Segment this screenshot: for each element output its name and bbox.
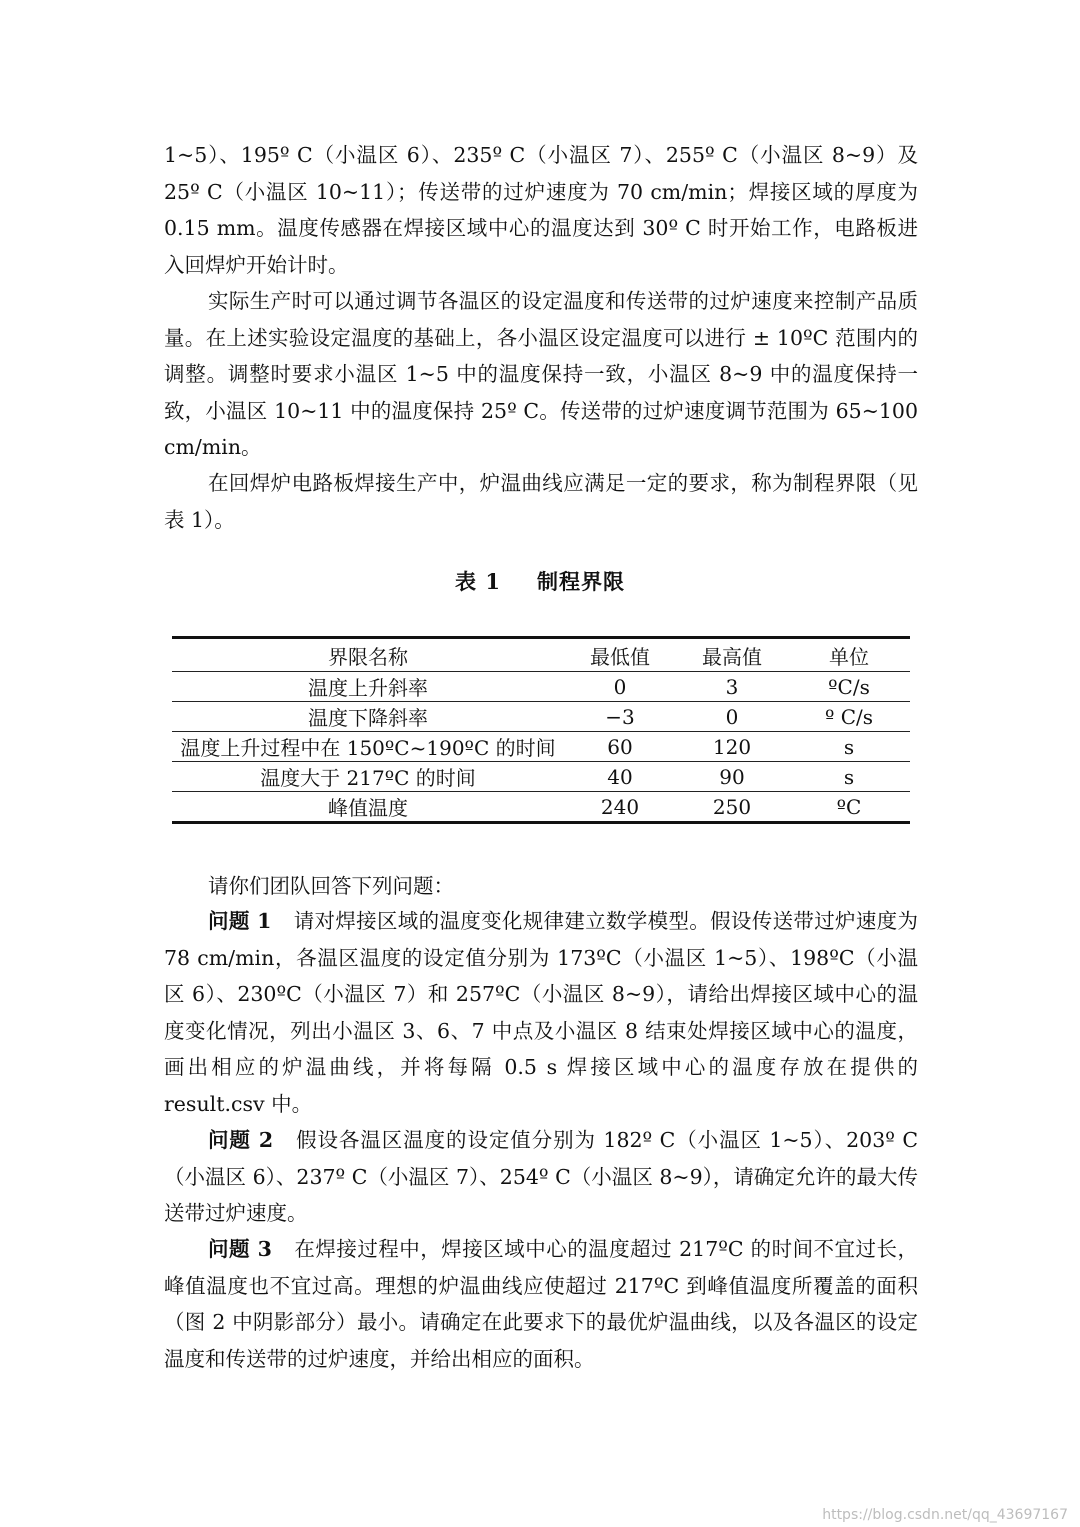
- table-cell: 120: [676, 732, 788, 762]
- table-cell: ºC: [788, 792, 910, 823]
- question-2-text: 假设各温区温度的设定值分别为 182º C（小温区 1~5）、203º C（小温区 6）、237º C（小温区 7）、254º C（小温区 8~9），请确定允许的最大传送带过炉速度。: [164, 1128, 919, 1225]
- table-row: [172, 672, 910, 702]
- table-cell: 温度上升斜率: [172, 672, 564, 702]
- table-cell: 温度大于 217ºC 的时间: [172, 762, 564, 792]
- table-caption-label: 表 1: [455, 569, 501, 594]
- table-cell: 0: [676, 702, 788, 732]
- table-cell: 3: [676, 672, 788, 702]
- paragraph-adjustment: 实际生产时可以通过调节各温区的设定温度和传送带的过炉速度来控制产品质量。在上述实验设定温度的基础上，各小温区设定温度可以进行 ± 10ºC 范围内的调整。调整时要求小温区 1~5 中的温度保持一致，小温区 8~9 中的温度保持一致，小温区 10~11 中的温度保持 25º C。传送带的过炉速度调节范围为 65~100 cm/min。: [164, 289, 918, 459]
- table-cell: ºC/s: [788, 672, 910, 702]
- question-2-label: 问题 2: [208, 1128, 274, 1152]
- watermark: https://blog.csdn.net/qq_43697167: [822, 1507, 1068, 1523]
- table-cell: s: [788, 732, 910, 762]
- table-row: [172, 702, 910, 732]
- table-cell: 温度上升过程中在 150ºC~190ºC 的时间: [172, 732, 564, 762]
- question-2: [164, 1122, 918, 1232]
- table-row: [172, 732, 910, 762]
- paragraph-process-limits: 在回焊炉电路板焊接生产中，炉温曲线应满足一定的要求，称为制程界限（见表 1）。: [164, 471, 918, 532]
- table-cell: 0: [564, 672, 676, 702]
- header-limit-name: 界限名称: [172, 638, 564, 672]
- header-min-value: 最低值: [564, 638, 676, 672]
- question-3: [164, 1231, 918, 1377]
- table-caption: [0, 566, 1080, 596]
- header-unit: 单位: [788, 638, 910, 672]
- question-1-label: 问题 1: [208, 909, 272, 933]
- table-cell: 240: [564, 792, 676, 823]
- table-cell: 250: [676, 792, 788, 823]
- table-header-row: [172, 638, 910, 672]
- table-row: [172, 762, 910, 792]
- paragraph-setpoints: 1~5）、195º C（小温区 6）、235º C（小温区 7）、255º C（小温区 8~9）及 25º C（小温区 10~11）；传送带的过炉速度为 70 cm/min；焊接区域的厚度为 0.15 mm。温度传感器在焊接区域中心的温度达到 30º C 时开始工作，电路板进入回焊炉开始计时。: [164, 143, 918, 277]
- question-3-text: 在焊接过程中，焊接区域中心的温度超过 217ºC 的时间不宜过长，峰值温度也不宜过高。理想的炉温曲线应使超过 217ºC 到峰值温度所覆盖的面积（图 2 中阴影部分）最小。请确定在此要求下的最优炉温曲线，以及各温区的设定温度和传送带的过炉速度，并给出相应的面积。: [164, 1237, 919, 1371]
- table-caption-title: 制程界限: [536, 569, 625, 594]
- table-cell: 40: [564, 762, 676, 792]
- table-cell: −3: [564, 702, 676, 732]
- table-cell: 90: [676, 762, 788, 792]
- table-cell: 峰值温度: [172, 792, 564, 823]
- table-cell: 60: [564, 732, 676, 762]
- question-1: [164, 903, 918, 1122]
- questions-intro: 请你们团队回答下列问题：: [208, 874, 454, 898]
- table-cell: s: [788, 762, 910, 792]
- question-1-text: 请对焊接区域的温度变化规律建立数学模型。假设传送带过炉速度为 78 cm/min，各温区温度的设定值分别为 173ºC（小温区 1~5）、198ºC（小温区 6）、230ºC（小温区 7）和 257ºC（小温区 8~9），请给出焊接区域中心的温度变化情况，列出小温区 3、6、7 中点及小温区 8 结束处焊接区域中心的温度，画出相应的炉温曲线，并将每隔 0.5 s 焊接区域中心的温度存放在提供的 result.csv 中。: [164, 909, 919, 1116]
- table-row: [172, 792, 910, 823]
- header-max-value: 最高值: [676, 638, 788, 672]
- question-3-label: 问题 3: [208, 1237, 272, 1261]
- table-cell: 温度下降斜率: [172, 702, 564, 732]
- process-limits-table: [172, 636, 910, 824]
- table-cell: º C/s: [788, 702, 910, 732]
